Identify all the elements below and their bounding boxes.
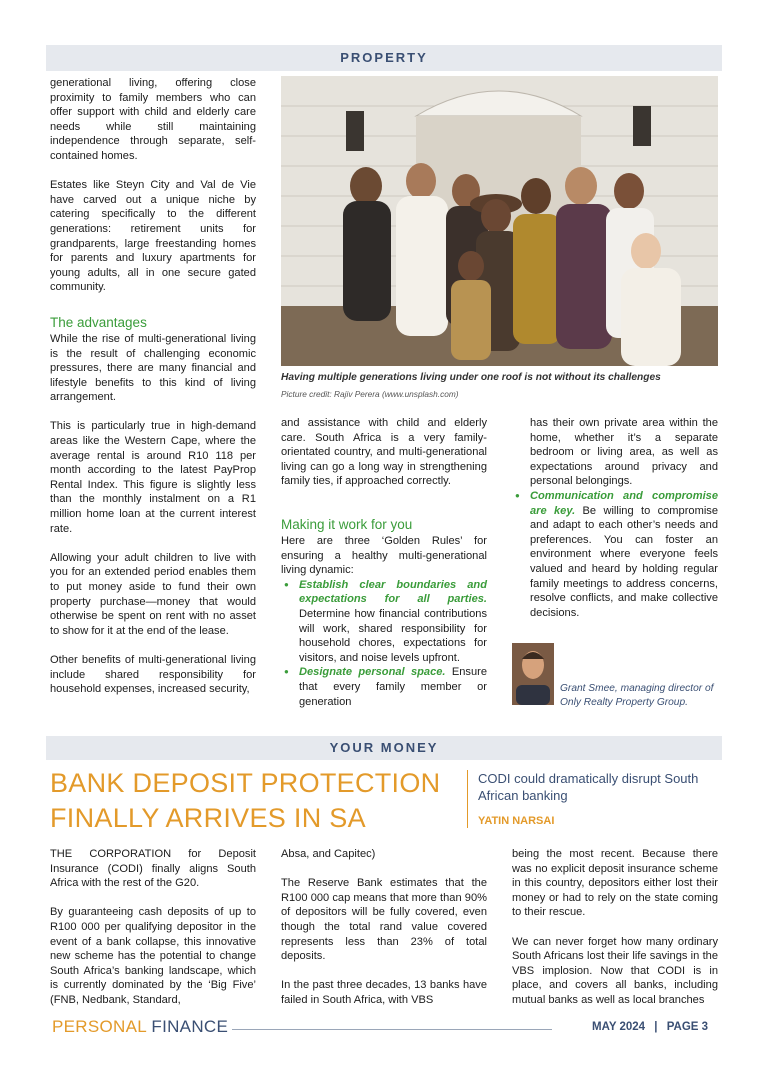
article-column-3 [512,416,718,620]
paragraph: We can never forget how many ordinary South Africans lost their life savings in the VBS implosion. Now that CODI is in place, and covers all banks, including mutual banks as well as local branches [512,935,718,1006]
paragraph: generational living, offering close proximity to family members who can offer support with child and elderly care needs while still maintaining independence through separate, self-contained homes. [50,77,256,162]
paragraph: By guaranteeing cash deposits of up to R100 000 per qualifying depositor in the event of a bank collapse, this innovative new scheme has the potential to change South Africa’s banking landscape, which is currently dominated by the ‘Big Five’ (FNB, Nedbank, Standard, [50,906,256,1006]
rule-title: Establish clear boundaries and expectations for all parties. [299,578,487,606]
section-title: PROPERTY [340,50,428,65]
paragraph: and assistance with child and elderly care. South Africa is a very family-orientated country, and multi-generational living can go a long way in strengthening family ties, if approached correctly. [281,417,487,488]
article-column-1 [50,76,256,711]
paragraph: In the past three decades, 13 banks have failed in South Africa, with VBS [281,979,487,1006]
subheading-making-it-work: Making it work for you [281,516,413,532]
footer-page-number: PAGE 3 [666,1021,709,1033]
rule-title: Designate personal space. [299,666,446,679]
bank-column-3 [512,847,718,1022]
footer-rule [232,1029,552,1030]
paragraph: While the rise of multi-generational living is the result of challenging economic pressures, there are many financial and lifestyle benefits to this kind of living arrangement. [50,332,256,404]
article-headline [50,766,460,836]
byline: YATIN NARSAI [478,815,555,827]
bank-column-2 [281,847,487,1022]
headline-line: BANK DEPOSIT PROTECTION [50,768,441,798]
family-photo-illustration [281,76,718,366]
section-title: YOUR MONEY [329,740,439,755]
paragraph: being the most recent. Because there was no explicit deposit insurance scheme in this country, depositors either lost their money or had to rely on the state coming to their rescue. [512,848,718,919]
paragraph: Other benefits of multi-generational living include shared responsibility for household expenses, increased security, [50,653,256,696]
photo-caption: Having multiple generations living under one roof is not without its challenges [281,372,661,383]
standfirst: CODI could dramatically disrupt South African banking [478,771,699,803]
paragraph: Estates like Steyn City and Val de Vie have carved out a unique niche by catering specifically to the different generations: retirement units for grandparents, large freestanding homes for parents and luxury apartments for young adults, all in one secure gated community. [50,179,256,294]
section-bar-your-money [46,736,722,760]
rule-text: Determine how financial contributions will work, shared responsibility for household chores, expectations for visitors, and noise levels upfront. [299,607,487,664]
paragraph: Absa, and Capitec) [281,848,376,860]
golden-rules-list [281,578,487,709]
headline-line: FINALLY ARRIVES IN SA [50,803,366,833]
list-item [284,665,487,709]
footer-page-info [592,1021,708,1033]
bullet-icon: ● [284,579,289,589]
bullet-icon: ● [515,490,520,500]
bank-column-1 [50,847,256,1022]
footer-brand-part: FINANCE [151,1017,229,1036]
paragraph: The Reserve Bank estimates that the R100 000 cap means that more than 90% of depositors will be fully covered, even though the total rand value covered represents less than 23% of total deposits. [281,877,487,963]
photo-credit: Picture credit: Rajiv Perera (www.unsplash.com) [281,389,459,399]
article-column-2 [281,416,487,709]
rule-text: Be willing to compromise and adapt to each other’s needs and preferences. You can foster an environment where everyone feels valued and heard by holding regular family meetings to address concerns, resolve conflicts, and make collective decisions. [530,504,718,619]
section-bar-property [46,45,722,71]
family-photo [281,76,718,366]
paragraph: THE CORPORATION for Deposit Insurance (CODI) finally aligns South Africa with the rest of the G20. [50,848,256,890]
author-portrait-illustration [512,643,554,705]
paragraph: Here are three ‘Golden Rules’ for ensuring a healthy multi-generational living dynamic: [281,534,487,577]
footer-brand-part: PERSONAL [52,1017,147,1036]
bullet-icon: ● [284,667,289,677]
paragraph: This is particularly true in high-demand areas like the Western Cape, where the average rental is around R10 118 per month according to the latest PayProp Rental Index. This figure is slightly less than the monthly instalment on a R1 million home loan at the current interest rate. [50,420,256,535]
list-item [284,578,487,666]
rule-title: Communication and compromise are key. [530,489,718,517]
author-caption: Grant Smee, managing director of Only Realty Property Group. [560,683,714,708]
footer-brand [52,1017,228,1037]
paragraph: Allowing your adult children to live with you for an extended period enables them to put money aside to fund their own property purchase—money that would otherwise be spent on rent with no asset to show for it at the end of the lease. [50,551,256,637]
list-item [515,489,718,620]
headline-divider [467,770,468,828]
author-photo [512,643,554,705]
rule-text: Ensure that every family member or generation [299,666,487,708]
footer-separator: | [654,1021,658,1033]
golden-rules-list-continued [512,489,718,620]
subheading-advantages: The advantages [50,314,147,330]
paragraph: has their own private area within the home, whether it’s a separate bedroom or living area, as well as expectations around privacy and personal belongings. [530,417,718,488]
footer-date: MAY 2024 [592,1021,646,1033]
